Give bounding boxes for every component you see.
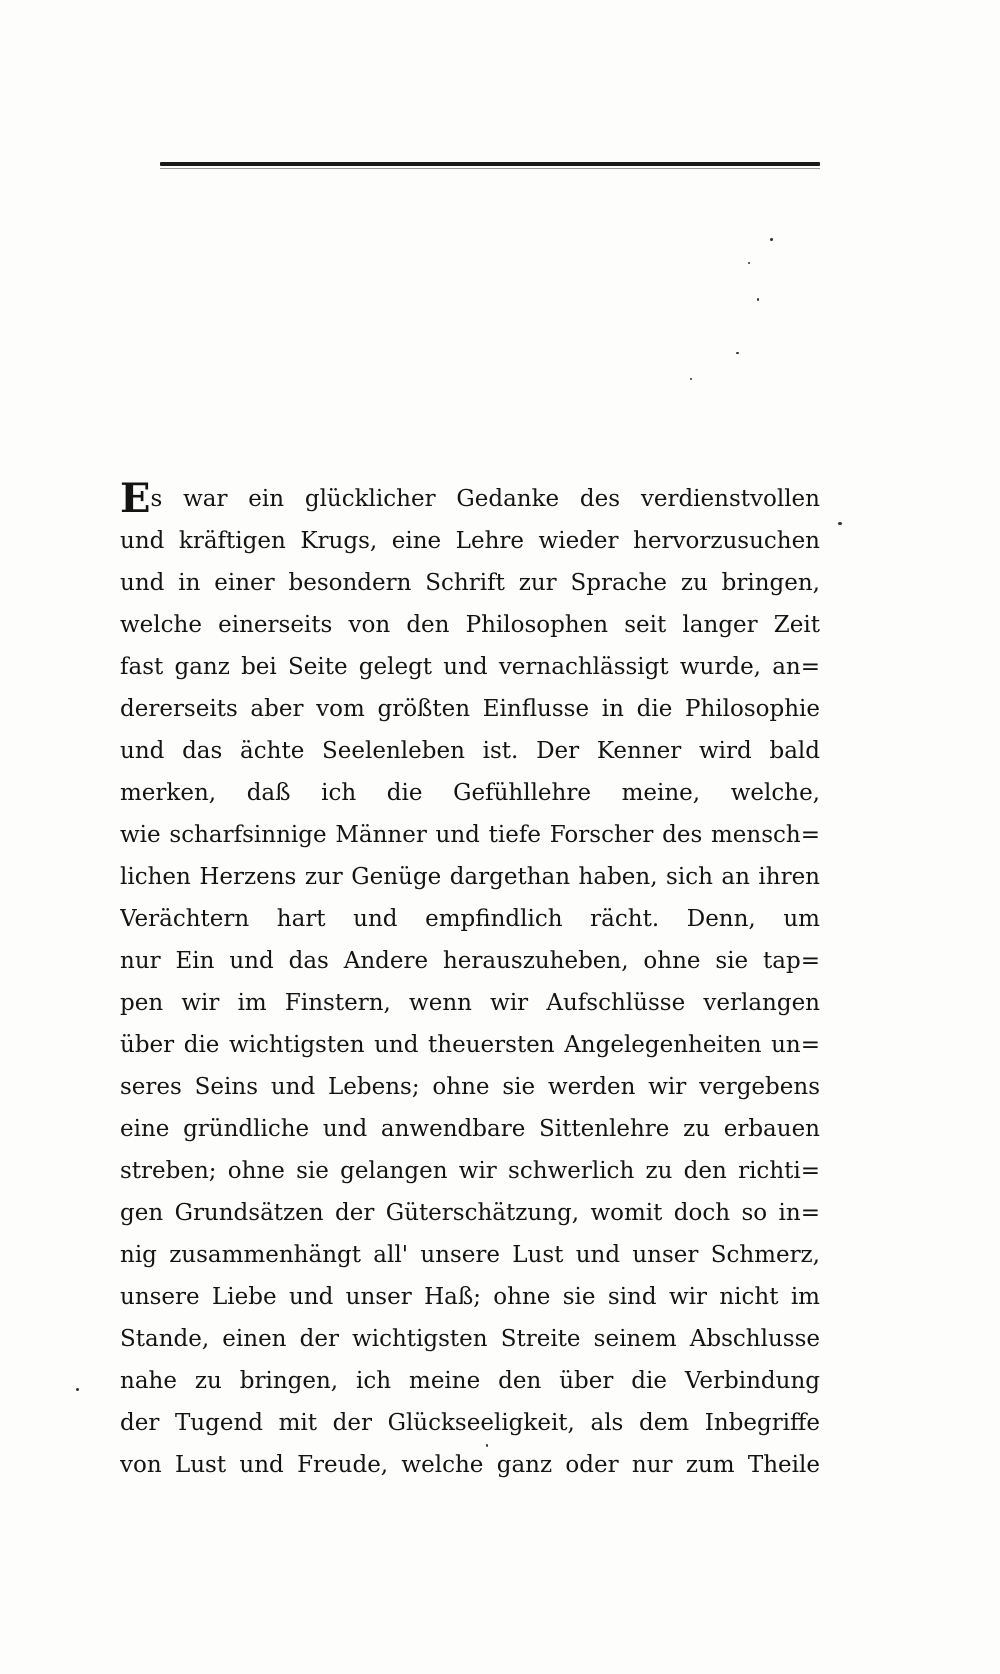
text-line: gen Grundsätzen der Güterschätzung, womit doch so in= [120,1200,820,1226]
header-rule [160,162,820,166]
text-line: über die wichtigsten und theuersten Angelegenheiten un= [120,1032,820,1058]
text-line: nahe zu bringen, ich meine den über die Verbindung [120,1368,820,1394]
text-line: nur Ein und das Andere herauszuheben, ohne sie tap= [120,948,820,974]
first-line-text: s war ein glücklicher Gedanke des verdienstvollen [150,486,820,512]
text-line: der Tugend mit der Glückseeligkeit, als dem Inbegriffe [120,1410,820,1436]
text-line: streben; ohne sie gelangen wir schwerlich zu den richti= [120,1158,820,1184]
text-line: wie scharfsinnige Männer und tiefe Forscher des mensch= [120,822,820,848]
text-line: pen wir im Finstern, wenn wir Aufschlüsse verlangen [120,990,820,1016]
text-line: und kräftigen Krugs, eine Lehre wieder hervorzusuchen [120,528,820,554]
text-line: nig zusammenhängt all' unsere Lust und unser Schmerz, [120,1242,820,1268]
text-line-1 [120,478,820,520]
text-line: und in einer besondern Schrift zur Sprache zu bringen, [120,570,820,596]
header-rule-shadow [160,168,820,169]
print-speck [748,262,750,264]
print-speck [76,1388,79,1391]
print-speck [690,378,692,380]
text-line: Stande, einen der wichtigsten Streite seinem Abschlusse [120,1326,820,1352]
text-line: seres Seins und Lebens; ohne sie werden wir vergebens [120,1074,820,1100]
text-line: merken, daß ich die Gefühllehre meine, welche, [120,780,820,806]
text-line: fast ganz bei Seite gelegt und vernachlässigt wurde, an= [120,654,820,680]
text-line: unsere Liebe und unser Haß; ohne sie sind wir nicht im [120,1284,820,1310]
print-speck [757,298,759,301]
text-line: eine gründliche und anwendbare Sittenlehre zu erbauen [120,1116,820,1142]
text-line: welche einerseits von den Philosophen seit langer Zeit [120,612,820,638]
text-line: und das ächte Seelenleben ist. Der Kenner wird bald [120,738,820,764]
print-speck [838,522,842,525]
text-line: von Lust und Freude, welche ganz oder nur zum Theile [120,1452,820,1478]
text-line: dererseits aber vom größten Einflusse in die Philosophie [120,696,820,722]
text-line: Verächtern hart und empfindlich rächt. Denn, um [120,906,820,932]
print-speck [736,352,739,354]
print-speck [770,238,773,241]
drop-cap: E [120,478,151,520]
text-line: lichen Herzens zur Genüge dargethan haben, sich an ihren [120,864,820,890]
main-text [120,478,820,1486]
